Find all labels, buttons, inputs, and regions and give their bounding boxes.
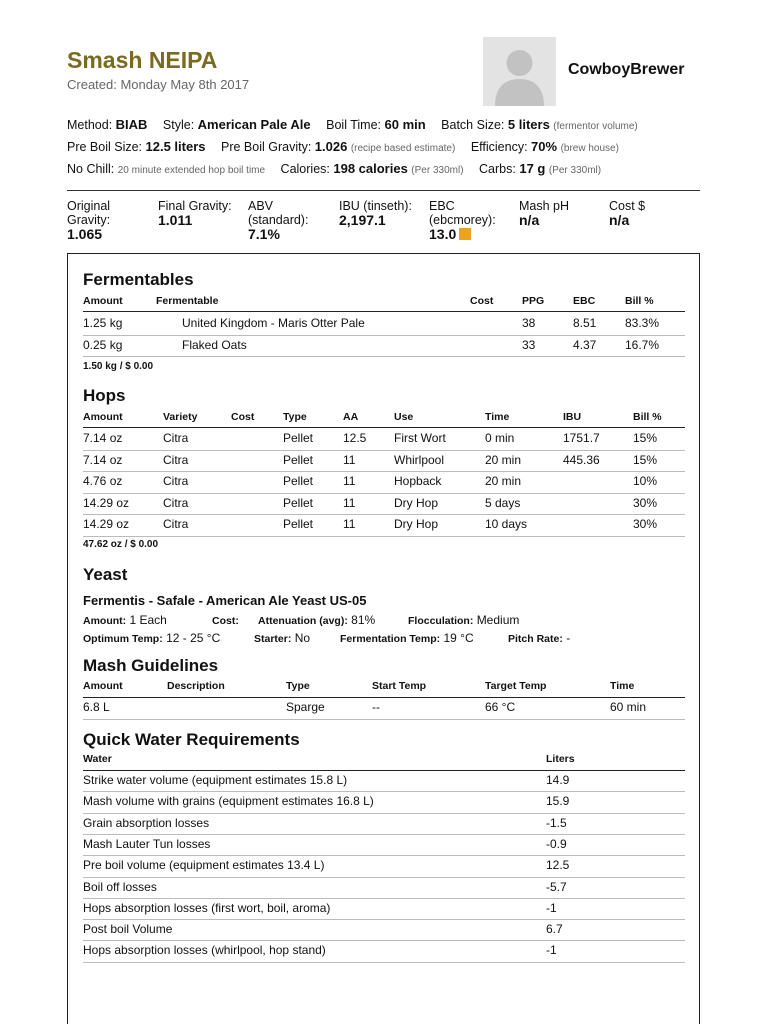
- table-cell: Pre boil volume (equipment estimates 13.4 L): [83, 858, 325, 873]
- row-divider: [83, 493, 685, 494]
- stat-ibu: IBU (tinseth): 2,197.1: [339, 199, 412, 228]
- table-cell: Grain absorption losses: [83, 815, 210, 830]
- table-cell: Flaked Oats: [182, 337, 247, 352]
- table-cell: 445.36: [563, 452, 600, 467]
- table-cell: Hops absorption losses (first wort, boil, aroma): [83, 900, 331, 915]
- table-cell: 20 min: [485, 452, 522, 467]
- stat-mash-ph: Mash pH n/a: [519, 199, 570, 228]
- table-cell: -1: [546, 943, 557, 958]
- table-cell: 14.29 oz: [83, 517, 130, 531]
- column-header: Amount: [83, 295, 123, 307]
- table-cell: Pellet: [283, 452, 314, 467]
- table-cell: Dry Hop: [394, 495, 439, 510]
- table-cell: Pellet: [283, 431, 314, 445]
- table-cell: 14.29 oz: [83, 495, 130, 510]
- table-cell: Citra: [163, 495, 189, 510]
- table-cell: Citra: [163, 517, 189, 531]
- stat-ebc: EBC (ebcmorey): 13.0: [429, 199, 496, 242]
- yeast-amount: 1 Each: [129, 613, 167, 627]
- row-divider: [83, 855, 685, 856]
- table-cell: 33: [522, 337, 536, 352]
- fermentables-title: Fermentables: [83, 270, 194, 289]
- table-cell: --: [372, 700, 380, 714]
- pre-boil-gravity-value: 1.026: [314, 139, 348, 154]
- row-divider: [83, 940, 685, 941]
- table-cell: Citra: [163, 474, 189, 488]
- yeast-title: Yeast: [83, 565, 128, 584]
- table-cell: 6.7: [546, 922, 563, 937]
- table-cell: 10%: [633, 474, 658, 488]
- table-cell: -0.9: [546, 836, 567, 851]
- stat-fg: Final Gravity: 1.011: [158, 199, 232, 228]
- water-title: Quick Water Requirements: [83, 730, 300, 749]
- column-header: Bill %: [625, 295, 654, 307]
- table-cell: 4.76 oz: [83, 474, 123, 488]
- table-cell: Mash volume with grains (equipment estimates 16.8 L): [83, 794, 374, 809]
- method-value: BIAB: [115, 117, 148, 132]
- table-cell: 7.14 oz: [83, 431, 123, 445]
- pre-boil-size-value: 12.5 liters: [145, 139, 206, 154]
- row-divider: [83, 834, 685, 835]
- table-cell: -1.5: [546, 815, 567, 830]
- table-cell: 30%: [633, 517, 658, 531]
- fermentables-total: 1.50 kg / $ 0.00: [83, 361, 154, 372]
- column-header: Fermentable: [156, 295, 219, 307]
- table-cell: Whirlpool: [394, 452, 445, 467]
- batch-size-value: 5 liters: [507, 117, 550, 132]
- table-cell: 10 days: [485, 517, 528, 531]
- mash-title: Mash Guidelines: [83, 656, 219, 675]
- table-cell: 4.37: [573, 337, 597, 352]
- table-cell: Strike water volume (equipment estimates 15.8 L): [83, 773, 348, 787]
- table-cell: 66 °C: [485, 700, 516, 714]
- table-cell: Post boil Volume: [83, 922, 173, 937]
- table-cell: First Wort: [394, 431, 446, 445]
- table-cell: 6.8 L: [83, 700, 110, 714]
- table-cell: Citra: [163, 431, 189, 445]
- table-cell: 12.5: [546, 858, 570, 873]
- table-cell: 15%: [633, 452, 658, 467]
- yeast-flocculation: Medium: [476, 613, 520, 627]
- table-cell: 7.14 oz: [83, 452, 123, 467]
- column-header: PPG: [522, 295, 545, 307]
- calories-value: 198 calories: [333, 161, 408, 176]
- divider: [67, 190, 700, 191]
- table-cell: Mash Lauter Tun losses: [83, 836, 211, 851]
- column-header: Amount: [83, 411, 123, 423]
- table-cell: 0.25 kg: [83, 337, 123, 352]
- header-divider: [83, 697, 685, 698]
- table-cell: 30%: [633, 495, 658, 510]
- table-cell: Hopback: [394, 474, 442, 488]
- table-cell: 11: [343, 495, 356, 510]
- table-cell: -1: [546, 900, 557, 915]
- column-header: Water: [83, 753, 112, 765]
- table-cell: 11: [343, 452, 356, 467]
- header-divider: [83, 427, 685, 428]
- table-cell: Boil off losses: [83, 879, 157, 894]
- column-header: Bill %: [633, 411, 662, 423]
- hops-total: 47.62 oz / $ 0.00: [83, 539, 159, 550]
- column-header: AA: [343, 411, 359, 423]
- table-cell: Hops absorption losses (whirlpool, hop stand): [83, 943, 326, 958]
- column-header: Amount: [83, 680, 123, 692]
- row-divider: [83, 813, 685, 814]
- recipe-title: Smash NEIPA: [67, 47, 218, 73]
- row-divider: [83, 335, 685, 336]
- table-cell: United Kingdom - Maris Otter Pale: [182, 316, 365, 330]
- column-header: Description: [167, 680, 225, 692]
- table-cell: -5.7: [546, 879, 567, 894]
- column-header: Cost: [470, 295, 494, 307]
- row-divider: [83, 791, 685, 792]
- table-cell: Dry Hop: [394, 517, 439, 531]
- table-cell: 16.7%: [625, 337, 660, 352]
- meta-line-1: Method: BIAB Style: American Pale Ale Boil Time: 60 min Batch Size: 5 liters (fermentor volume): [67, 117, 638, 132]
- stat-abv: ABV (standard): 7.1%: [248, 199, 309, 242]
- header-divider: [83, 311, 685, 312]
- column-header: Target Temp: [485, 680, 547, 692]
- table-cell: 20 min: [485, 474, 522, 488]
- row-divider: [83, 962, 685, 963]
- table-cell: 12.5: [343, 431, 367, 445]
- column-header: Time: [610, 680, 635, 692]
- hops-title: Hops: [83, 386, 126, 405]
- row-divider: [83, 514, 685, 515]
- table-cell: 60 min: [610, 700, 647, 714]
- column-header: Variety: [163, 411, 198, 423]
- row-divider: [83, 898, 685, 899]
- column-header: EBC: [573, 295, 596, 307]
- yeast-name: Fermentis - Safale - American Ale Yeast US-05: [83, 593, 367, 608]
- avatar[interactable]: [483, 37, 556, 106]
- row-divider: [83, 471, 685, 472]
- efficiency-value: 70%: [531, 139, 558, 154]
- yeast-attenuation: 81%: [351, 613, 376, 627]
- table-cell: 83.3%: [625, 316, 660, 330]
- row-divider: [83, 919, 685, 920]
- row-divider: [83, 719, 685, 720]
- table-cell: 11: [343, 474, 356, 488]
- table-cell: Sparge: [286, 700, 325, 714]
- style-value: American Pale Ale: [197, 117, 311, 132]
- table-cell: 0 min: [485, 431, 515, 445]
- stat-cost: Cost $ n/a: [609, 199, 646, 228]
- column-header: Type: [283, 411, 307, 423]
- table-cell: Pellet: [283, 517, 314, 531]
- table-cell: 14.9: [546, 773, 570, 787]
- header-divider: [83, 770, 685, 771]
- table-cell: Citra: [163, 452, 189, 467]
- yeast-pitch-rate: -: [566, 631, 571, 645]
- table-cell: 38: [522, 316, 536, 330]
- row-divider: [83, 536, 685, 537]
- user-silhouette-icon: [483, 37, 556, 106]
- row-divider: [83, 356, 685, 357]
- username-link[interactable]: CowboyBrewer: [568, 61, 685, 78]
- stat-og: Original Gravity: 1.065: [67, 199, 111, 242]
- table-cell: 8.51: [573, 316, 597, 330]
- column-header: Use: [394, 411, 414, 423]
- table-cell: 1751.7: [563, 431, 600, 445]
- table-cell: 15.9: [546, 794, 570, 809]
- column-header: Time: [485, 411, 510, 423]
- row-divider: [83, 450, 685, 451]
- yeast-ferm-temp: 19 °C: [443, 631, 474, 645]
- column-header: Cost: [231, 411, 255, 423]
- row-divider: [83, 877, 685, 878]
- boil-time-value: 60 min: [384, 117, 426, 132]
- table-cell: 1.25 kg: [83, 316, 123, 330]
- column-header: Start Temp: [372, 680, 427, 692]
- yeast-opt-temp: 12 - 25 °C: [166, 631, 221, 645]
- no-chill-note: 20 minute extended hop boil time: [117, 165, 266, 176]
- yeast-starter: No: [294, 631, 311, 645]
- created-date: Created: Monday May 8th 2017: [67, 77, 250, 92]
- table-cell: Pellet: [283, 495, 314, 510]
- column-header: Liters: [546, 753, 575, 765]
- table-cell: Pellet: [283, 474, 314, 488]
- carbs-value: 17 g: [519, 161, 546, 176]
- ebc-color-swatch: [459, 228, 471, 240]
- column-header: IBU: [563, 411, 582, 423]
- meta-line-2: Pre Boil Size: 12.5 liters Pre Boil Gravity: 1.026 (recipe based estimate) Efficiency: 70% (brew house): [67, 139, 619, 154]
- table-cell: 11: [343, 517, 356, 531]
- table-cell: 15%: [633, 431, 658, 445]
- table-cell: 5 days: [485, 495, 521, 510]
- meta-line-3: No Chill: 20 minute extended hop boil time Calories: 198 calories (Per 330ml) Carbs: 17 g (Per 330ml): [67, 161, 602, 176]
- column-header: Type: [286, 680, 310, 692]
